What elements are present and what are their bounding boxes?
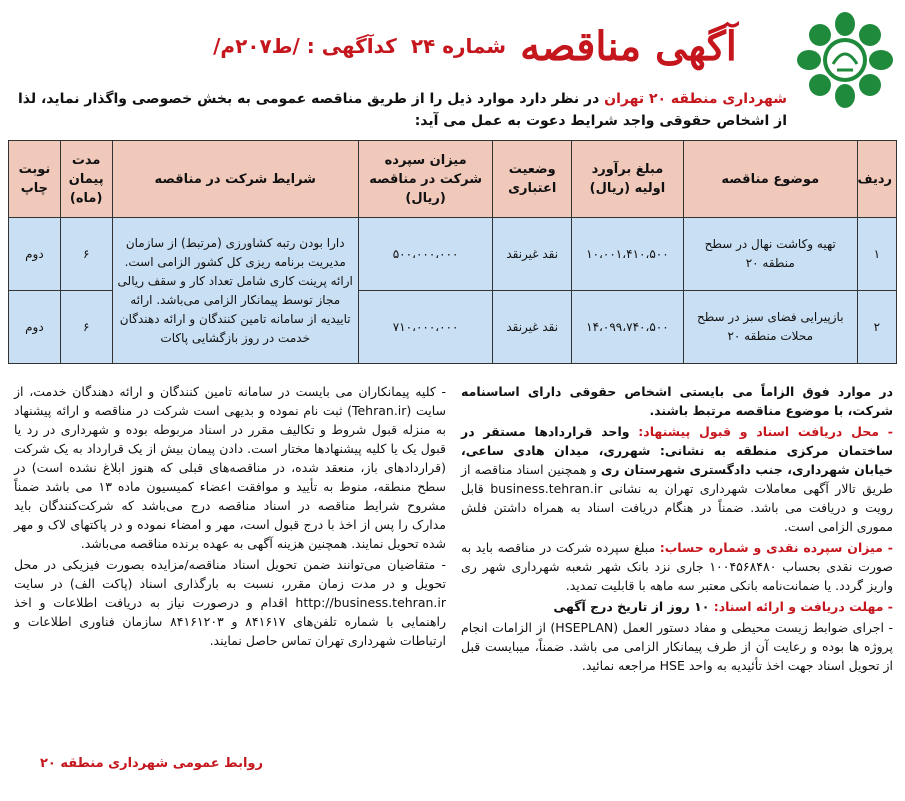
notice-code: کدآگهی : /ط۲۰۷م/ [213,34,397,58]
cell-estimate: ۱۰،۰۰۱،۴۱۰،۵۰۰ [572,218,684,291]
public-relations-signature: روابط عمومی شهرداری منطقه ۲۰ [40,756,263,771]
conditions-column-right [461,382,893,677]
deposit-paragraph [461,538,893,595]
deadline-text: ۱۰ روز از تاریخ درج آگهی [553,599,714,614]
cell-subject: بازپیرایی فضای سبز در سطح محلات منطقه ۲۰ [683,291,857,364]
documents-location-address: واحد قراردادها مستقر در ساختمان مرکزی منطقه به نشانی: شهرری، میدان هادی ساعی، خیابان شهرداری، جنب دادگستری شهرستان ری [461,424,893,477]
cell-conditions: دارا بودن رتبه کشاورزی (مرتبط) از سازمان مدیریت برنامه ریزی کل کشور الزامی است. ارائه پرینت کاری شامل تعداد کار و سقف ریالی مجاز توسط پیمانکار الزامی می‌باشد. ارائه تاییدیه از سامانه تامین کنندگان و ارائه دهندگان خدمت در روز بازگشایی پاکات [112,218,358,364]
col-header-credit: وضعیت اعتباری [493,141,572,218]
intro-paragraph [17,88,787,132]
notice-number: شماره ۲۴ [410,34,507,58]
cell-print: دوم [9,218,61,291]
cell-subject: تهیه وکاشت نهال در سطح منطقه ۲۰ [683,218,857,291]
cell-estimate: ۱۴،۰۹۹،۷۴۰،۵۰۰ [572,291,684,364]
deadline-label: - مهلت دریافت و ارائه اسناد: [713,599,893,614]
cell-print: دوم [9,291,61,364]
upload-paragraph: - متقاضیان می‌توانند ضمن تحویل اسناد مناقصه/مزایده بصورت فیزیکی در محل تحویل و در مدت زمان مقرر، نسبت به بارگذاری اسناد (پاکت الف) در سایت http://business.tehran.ir اقدام و درصورت نیاز به دریافت اطلاعات و اخذ راهنمایی با شماره تلفن‌های ۸۴۱۶۱۷ و ۸۴۱۶۱۲۰۳ سازمان فناوری اطلاعات و ارتباطات شهرداری تهران تماس حاصل نمایند. [14,557,446,648]
conditions-column-left [14,382,446,652]
cell-credit: نقد غیرنقد [493,291,572,364]
col-header-row: ردیف [857,141,896,218]
col-header-estimate: مبلغ برآورد اولیه (ریال) [572,141,684,218]
deadline-paragraph [461,597,893,616]
cell-row-number: ۲ [857,291,896,364]
hse-paragraph: - اجرای ضوابط زیست محیطی و مفاد دستور العمل (HSEPLAN) از الزامات انجام پروژه ها بوده و رعایت آن از طرف پیمانکار الزامی می باشد. ضمناً، میبایست قبل از تحویل اسناد جهت اخذ تأئیدیه به واحد HSE مراجعه نمائید. [461,620,893,673]
cell-deposit: ۵۰۰،۰۰۰،۰۰۰ [358,218,493,291]
cell-credit: نقد غیرنقد [493,218,572,291]
tender-table [8,140,897,364]
notice-title-line [195,14,755,78]
documents-location-label: - محل دریافت اسناد و قبول پیشنهاد: [638,424,893,439]
cell-duration: ۶ [60,218,112,291]
cell-deposit: ۷۱۰،۰۰۰،۰۰۰ [358,291,493,364]
intro-text: در نظر دارد موارد ذیل را از طریق مناقصه عمومی به بخش خصوصی واگذار نماید، لذا از اشخاص حقوقی واجد شرایط دعوت به عمل می آید: [17,91,787,129]
table-row [9,218,897,291]
legal-entity-note: در موارد فوق الزاماً می بایستی اشخاص حقوقی دارای اساسنامه شرکت، با موضوع مناقصه مرتبط باشند. [461,384,893,418]
table-header-row [9,141,897,218]
registration-paragraph: - کلیه پیمانکاران می بایست در سامانه تامین کنندگان و ارائه دهندگان خدمت، از سایت (Tehran.ir) ثبت نام نموده و بدیهی است شرکت در مناقصه و ارائه پیشنهاد به منزله قبول شروط و تکالیف مقرر در اسناد مربوطه بوده و شهرداری در رد یا قبول یک یا کلیه پیشنهادها مختار است. دادن پیمان بیش از یک قرارداد به یک شرکت (قراردادهای باز، منعقد شده، در مناقصه‌های قبلی که هنوز ابلاغ نشده است) در سطح منطقه، منوط به تأیید و موافقت اعضاء کمیسیون ماده ۱۳ می باشد ضمناً مشروح شرایط مناقصه در اسناد مناقصه درج می‌باشد که شرکت‌کنندگان باید مدارک را پس از اخذ با درج قبول است، مهر و امضاء نموده و در پاکتهای لاک و مهر شده تحویل نمایند. همچنین هزینه آگهی به عهده برنده مناقصه می‌باشد. [14,384,447,551]
intro-lead: شهرداری منطقه ۲۰ تهران [604,91,787,107]
cell-row-number: ۱ [857,218,896,291]
documents-location-text: و همچنین اسناد مناقصه از طریق تالار آگهی معاملات شهرداری تهران به نشانی business.tehran.ir قابل رویت و دریافت می باشد. ضمناً در هنگام دریافت اسناد به همراه داشتن فلش مموری الزامی است. [461,462,894,534]
col-header-conditions: شرایط شرکت در مناقصه [112,141,358,218]
tehran-municipality-logo-icon [797,12,893,108]
col-header-subject: موضوع مناقصه [683,141,857,218]
col-header-print: نوبت چاپ [9,141,61,218]
notice-title: آگهی مناقصه [520,22,737,70]
col-header-deposit: میزان سپرده شرکت در مناقصه (ریال) [358,141,493,218]
deposit-text: مبلغ سپرده شرکت در مناقصه باید به صورت نقدی بحساب ۱۰۰۴۵۶۸۴۸۰ جاری نزد بانک شهر شعبه شهرداری شهر ری واریز گردد. یا ضمانت‌نامه بانکی معتبر سه ماهه با قابلیت تمدید. [461,540,893,593]
documents-location-paragraph [461,422,893,536]
col-header-duration: مدت پیمان (ماه) [60,141,112,218]
deposit-label: - میزان سپرده نقدی و شماره حساب: [659,540,893,555]
cell-duration: ۶ [60,291,112,364]
